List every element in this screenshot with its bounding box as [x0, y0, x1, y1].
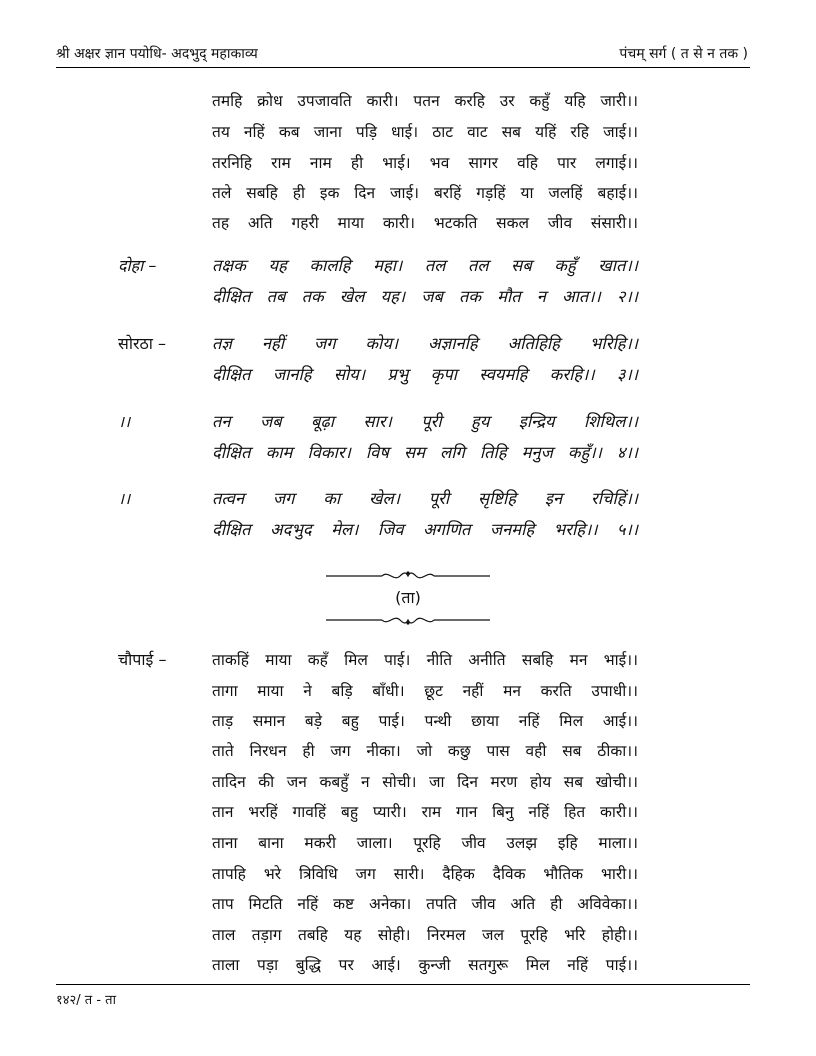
section-title: (ता) [395, 588, 421, 607]
verse-line: ताड़ समान बड़े बहु पाई। पन्थी छाया नहिं मिल आई।। [212, 712, 638, 730]
verse-line: तले सबहि ही इक दिन जाई। बरहिं गड़हिं या जलहिं बहाई।। [212, 184, 638, 202]
doha-line: तक्षक यह कालहि महा। तल तल सब कहुँ खात।। [212, 256, 638, 275]
sortha-line: तत्वन जग का खेल। पूरी सृष्टिहि इन रचिहिं।। [212, 489, 638, 508]
chaupai-label: चौपाई – [118, 650, 167, 669]
verse-line: तापहि भरे त्रिविधि जग सारी। दैहिक दैविक भौतिक भारी।। [212, 865, 638, 883]
verse-line: तागा माया ने बड़ि बाँधी। छूट नहीं मन करति उपाधी।। [212, 682, 638, 700]
verse-line: तह अति गहरी माया कारी। भटकति सकल जीव संसारी।। [212, 214, 638, 232]
sortha-line: तन जब बूढ़ा सार। पूरी हुय इन्द्रिय शिथिल।। [212, 412, 638, 431]
verse-line: तरनिहि राम नाम ही भाई। भव सागर वहि पार लगाई।। [212, 154, 638, 172]
verse-line: ताप मिटति नहिं कष्ट अनेका। तपति जीव अति ही अविवेका।। [212, 895, 638, 913]
footer-rule [56, 984, 750, 985]
sortha-line: दीक्षित जानहि सोय। प्रभु कृपा स्वयमहि करहि।। ३।। [212, 365, 638, 384]
verse-line: तान भरहिं गावहिं बहु प्यारी। राम गान बिनु नहिं हित कारी।। [212, 803, 638, 821]
verse-line: ताकहिं माया कहँ मिल पाई। नीति अनीति सबहि मन भाई।। [212, 651, 638, 669]
verse-line: तमहि क्रोध उपजावति कारी। पतन करहि उर कहुँ यहि जारी।। [212, 92, 638, 110]
verse-line: ताते निरधन ही जग नीका। जो कछु पास वही सब ठीका।। [212, 742, 638, 760]
running-header-chapter: पंचम् सर्ग ( त से न तक ) [619, 46, 748, 62]
verse-line: तादिन की जन कबहुँ न सोची। जा दिन मरण होय सब खोची।। [212, 773, 638, 791]
verse-line: तय नहिं कब जाना पड़ि धाई। ठाट वाट सब यहिं रहि जाई।। [212, 123, 638, 141]
doha-label: दोहा – [118, 256, 157, 275]
sortha-label: ।। [118, 412, 131, 431]
verse-line: ताला पड़ा बुद्धि पर आई। कुन्जी सतगुरू मिल नहिं पाई।। [212, 956, 638, 974]
verse-line: ताना बाना मकरी जाला। पूरहि जीव उलझ इहि माला।। [212, 834, 638, 852]
ornament-divider-top [322, 569, 494, 583]
sortha-label: सोरठा – [118, 334, 167, 353]
verse-line: ताल तड़ाग तबहि यह सोही। निरमल जल पूरहि भरि होही।। [212, 926, 638, 944]
sortha-label: ।। [118, 489, 131, 508]
sortha-line: तज्ञ नहीं जग कोय। अज्ञानहि अतिहिहि भरिहि।। [212, 334, 638, 353]
doha-line: दीक्षित तब तक खेल यह। जब तक मौत न आत।। २।। [212, 287, 638, 306]
page-number-footer: १४२/ त - ता [56, 993, 116, 1008]
sortha-line: दीक्षित अदभुद मेल। जिव अगणित जनमहि भरहि।। ५।। [212, 520, 638, 539]
running-header-title: श्री अक्षर ज्ञान पयोधि- अदभुद् महाकाव्य [56, 46, 258, 62]
header-rule [56, 67, 750, 68]
ornament-divider-bottom [322, 613, 494, 627]
sortha-line: दीक्षित काम विकार। विष सम लगि तिहि मनुज कहुँ।। ४।। [212, 443, 638, 462]
